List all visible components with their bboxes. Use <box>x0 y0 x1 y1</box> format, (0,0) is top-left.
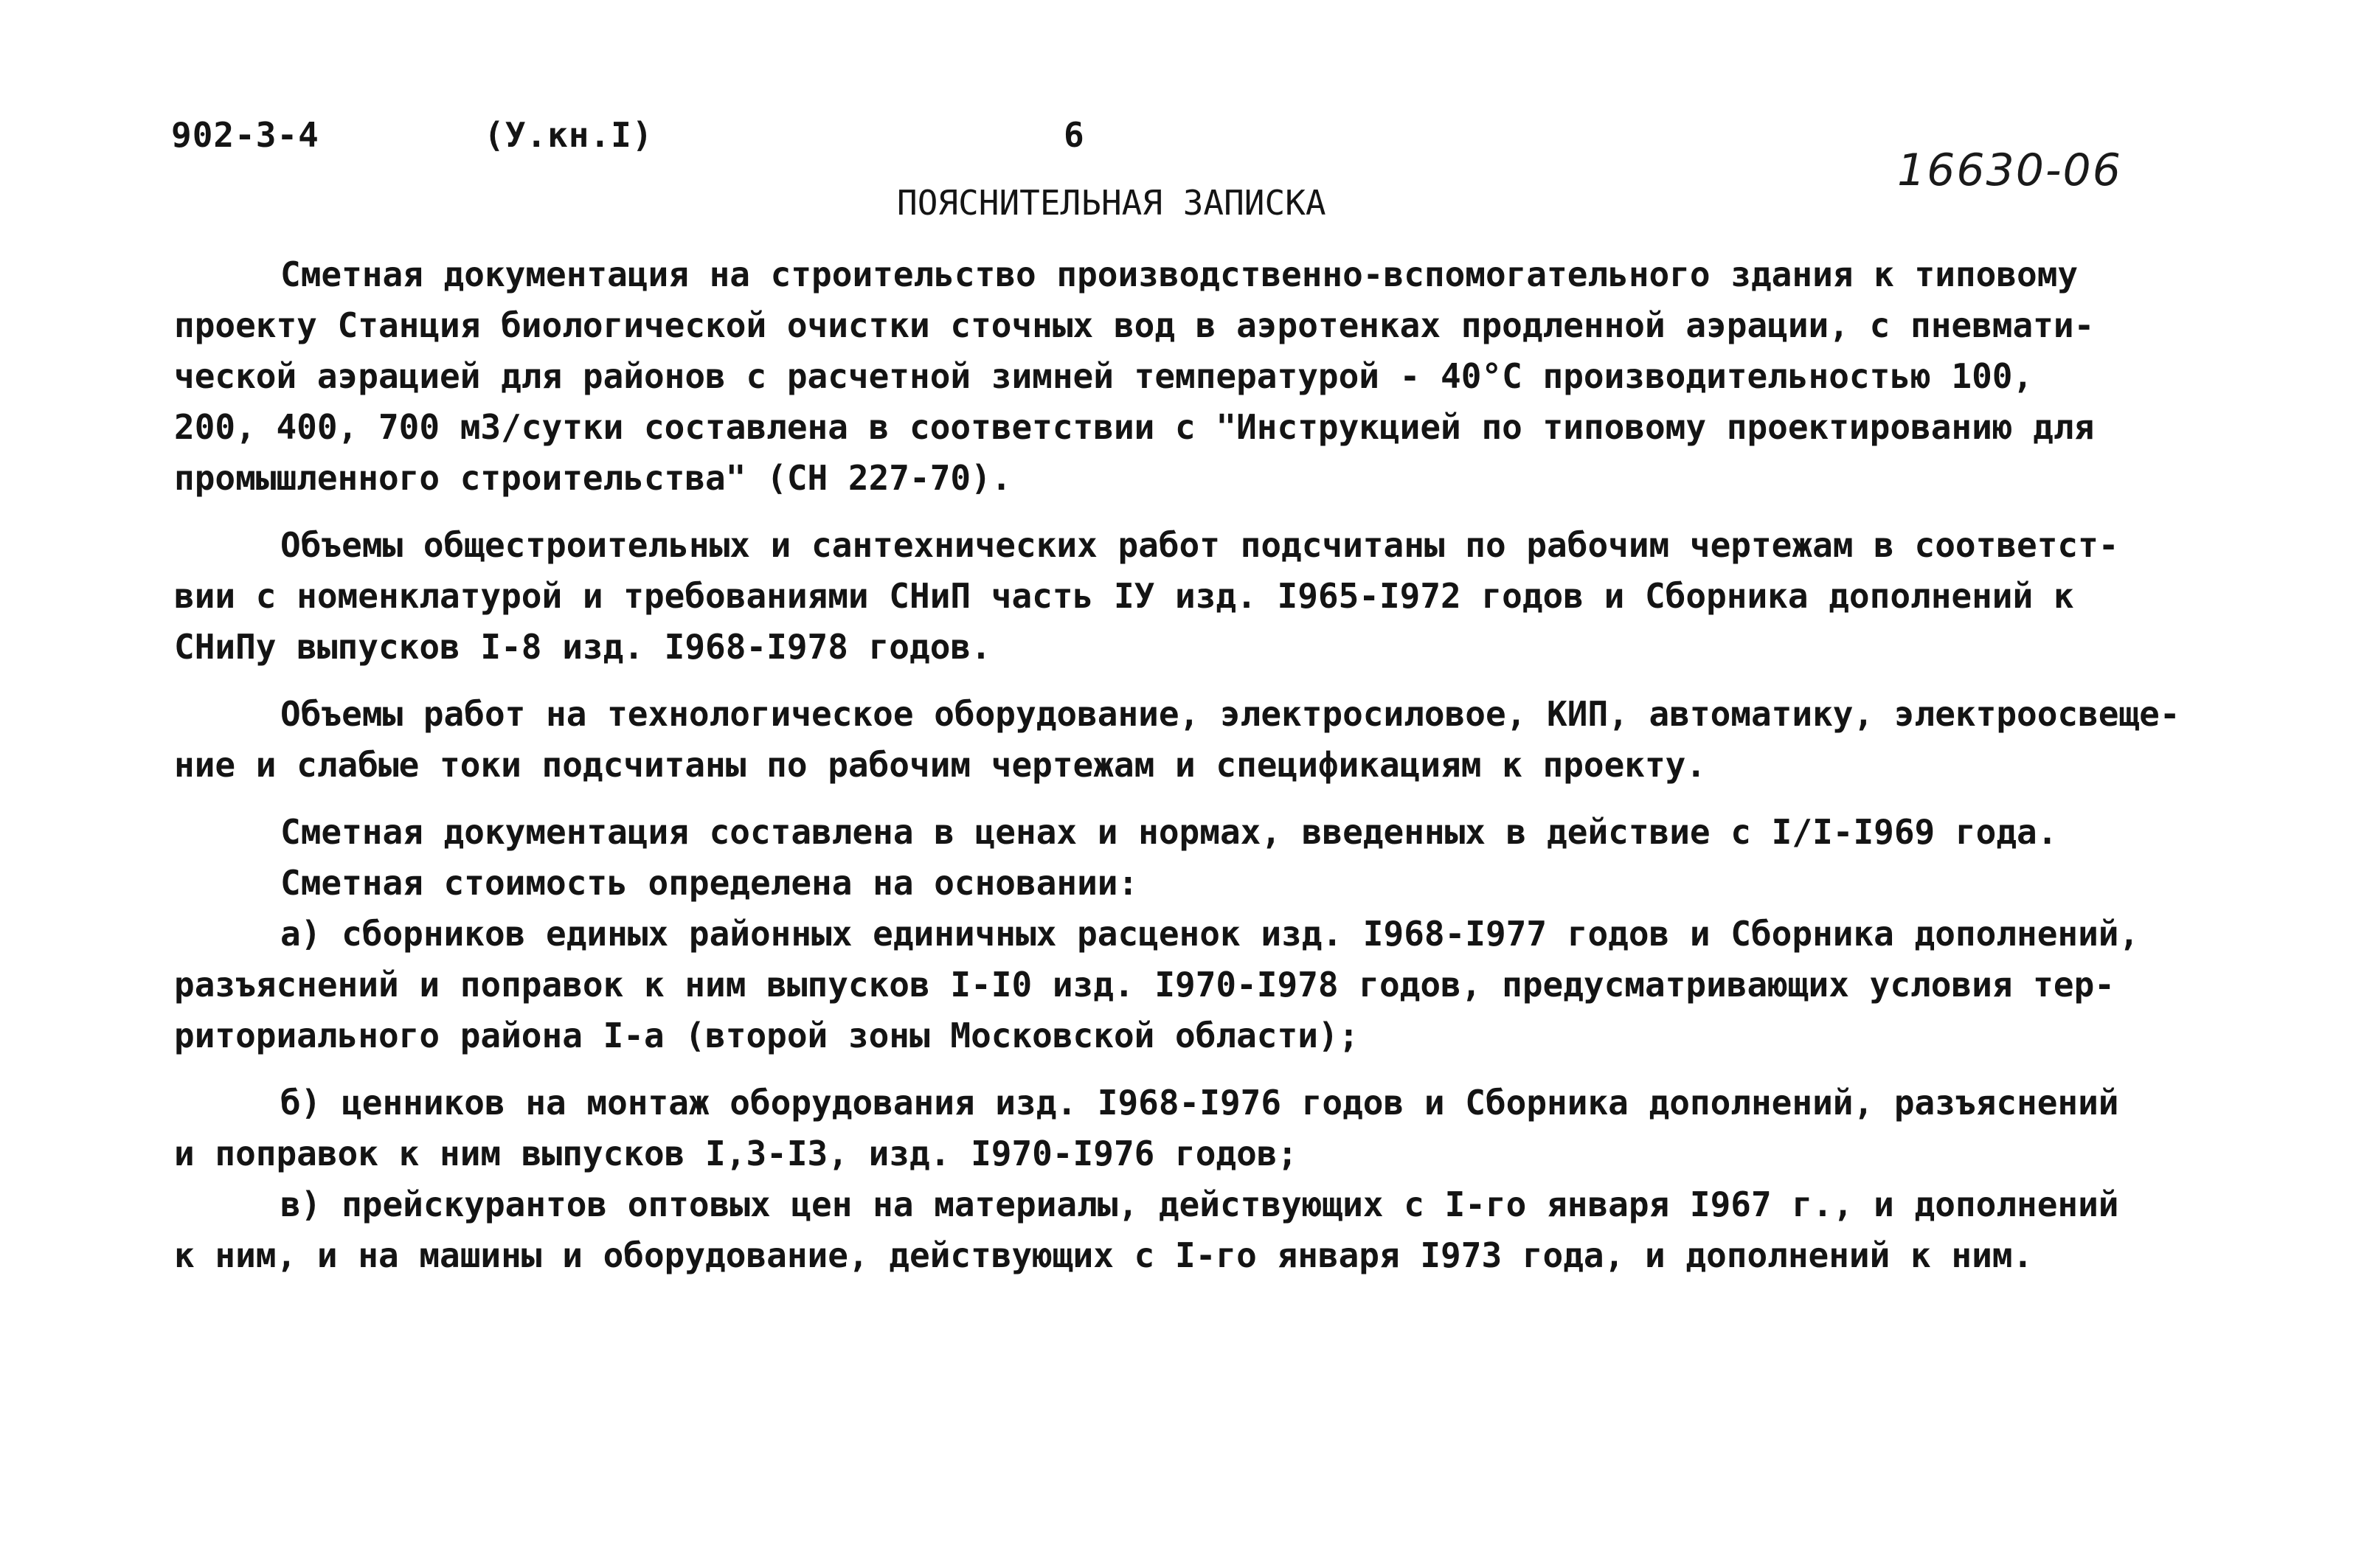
text-line: б) ценников на монтаж оборудования изд. I968-I976 годов и Сборника дополнений, разъяснений <box>280 1083 2119 1123</box>
text-line: разъяснений и поправок к ним выпусков I-I0 изд. I970-I978 годов, предусматривающих условия тер- <box>174 965 2115 1005</box>
paragraph <box>174 249 2239 504</box>
document-code: 902-3-4 <box>171 115 319 155</box>
text-line: Объемы общестроительных и сантехнических работ подсчитаны по рабочим чертежам в соответст- <box>280 525 2119 565</box>
page-number: 6 <box>1064 115 1085 155</box>
text-line: в) прейскурантов оптовых цен на материалы, действующих с I-го января I967 г., и дополнений <box>280 1184 2119 1224</box>
paragraph <box>174 689 2239 791</box>
text-line: Сметная документация на строительство производственно-вспомогательного здания к типовому <box>280 254 2079 294</box>
text-line: Сметная документация составлена в ценах и нормах, введенных в действие с I/I-I969 года. <box>280 812 2058 852</box>
text-line: ческой аэрацией для районов с расчетной зимней температурой - 40°С производительностью 100, <box>174 356 2034 396</box>
text-line: вии с номенклатурой и требованиями СНиП часть IУ изд. I965-I972 годов и Сборника дополнений к <box>174 576 2074 616</box>
paragraph <box>174 909 2239 1061</box>
text-line: риториального района I-а (второй зоны Московской области); <box>174 1016 1359 1055</box>
text-line: Объемы работ на технологическое оборудование, электросиловое, КИП, автоматику, электроосвеще- <box>280 694 2180 734</box>
paragraph <box>174 1078 2239 1179</box>
text-line: 200, 400, 700 м3/сутки составлена в соответствии с "Инструкцией по типовому проектированию для <box>174 407 2095 447</box>
handwritten-doc-number: 16630-06 <box>1897 145 2122 196</box>
paragraph <box>174 1179 2239 1281</box>
volume-label: (У.кн.I) <box>484 115 654 155</box>
page-title: ПОЯСНИТЕЛЬНАЯ ЗАПИСКА <box>897 183 1326 223</box>
text-line: Сметная стоимость определена на основании: <box>280 863 1139 903</box>
text-line: промышленного строительства" (СН 227-70). <box>174 458 1012 498</box>
text-line: ние и слабые токи подсчитаны по рабочим чертежам и спецификациям к проекту. <box>174 745 1707 785</box>
text-line: СНиПу выпусков I-8 изд. I968-I978 годов. <box>174 627 991 667</box>
text-line: а) сборников единых районных единичных расценок изд. I968-I977 годов и Сборника дополнений, <box>280 914 2140 954</box>
paragraph <box>174 520 2239 673</box>
paragraph <box>174 858 2239 909</box>
paragraph <box>174 807 2239 858</box>
text-line: проекту Станция биологической очистки сточных вод в аэротенках продленной аэрации, с пневмати- <box>174 305 2095 345</box>
text-line: к ним, и на машины и оборудование, действующих с I-го января I973 года, и дополнений к ним. <box>174 1235 2034 1275</box>
document-body <box>174 249 2239 1281</box>
text-line: и поправок к ним выпусков I,3-I3, изд. I970-I976 годов; <box>174 1134 1298 1173</box>
